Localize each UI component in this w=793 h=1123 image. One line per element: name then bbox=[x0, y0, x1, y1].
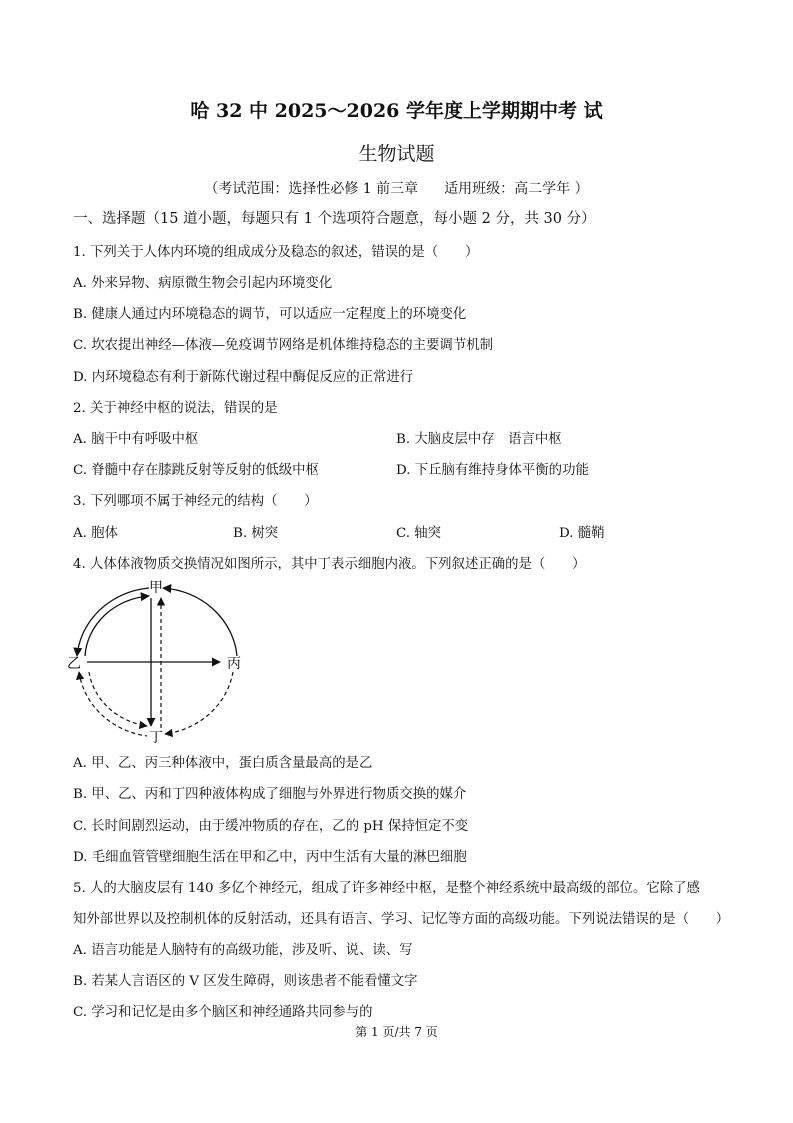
diagram-label-yi: 乙 bbox=[67, 656, 81, 672]
question-4-option-a: A. 甲、乙、丙三种体液中，蛋白质含量最高的是乙 bbox=[73, 756, 373, 771]
arrow-yi-to-ding-dashed bbox=[89, 672, 147, 726]
question-3-stem: 3. 下列哪项不属于神经元的结构（ ） bbox=[73, 494, 318, 509]
arrow-bing-to-jia bbox=[163, 588, 237, 656]
body-fluid-exchange-diagram bbox=[65, 576, 250, 746]
diagram-label-bing: 丙 bbox=[227, 656, 241, 672]
question-4-stem: 4. 人体体液物质交换情况如图所示，其中丁表示细胞内液。下列叙述正确的是（ ） bbox=[73, 557, 586, 572]
question-3-option-a: A. 胞体 bbox=[73, 526, 118, 541]
question-5-option-b: B. 若某人言语区的 V 区发生障碍，则该患者不能看懂文字 bbox=[73, 974, 418, 989]
arrow-yi-to-jia-inner bbox=[85, 596, 149, 656]
question-3-option-c: C. 轴突 bbox=[396, 526, 442, 541]
question-1-option-c: C. 坎农提出神经—体液—免疫调节网络是机体维持稳态的主要调节机制 bbox=[73, 338, 493, 353]
diagram-label-ding: 丁 bbox=[149, 730, 163, 746]
question-2-option-c: C. 脊髓中存在膝跳反射等反射的低级中枢 bbox=[73, 463, 319, 478]
question-2-option-b: B. 大脑皮层中存 语言中枢 bbox=[396, 432, 562, 447]
question-1-option-d: D. 内环境稳态有利于新陈代谢过程中酶促反应的正常进行 bbox=[73, 370, 414, 385]
question-5-stem-line-1: 5. 人的大脑皮层有 140 多亿个神经元，组成了许多神经中枢，是整个神经系统中最高级的部位。它除了感 bbox=[73, 881, 700, 896]
arrow-ding-to-yi-dashed bbox=[79, 672, 147, 736]
exam-scope: （考试范围：选择性必修 1 前三章 bbox=[204, 181, 419, 197]
diagram-label-jia: 甲 bbox=[149, 580, 163, 596]
question-4-option-d: D. 毛细血管管壁细胞生活在甲和乙中，丙中生活有大量的淋巴细胞 bbox=[73, 850, 467, 865]
question-3-option-b: B. 树突 bbox=[233, 526, 279, 541]
question-2-stem: 2. 关于神经中枢的说法，错误的是 bbox=[73, 401, 278, 416]
exam-grade: 适用班级：高二学年 ） bbox=[444, 181, 589, 197]
question-1-option-a: A. 外来异物、病原微生物会引起内环境变化 bbox=[73, 276, 333, 291]
question-5-option-c: C. 学习和记忆是由多个脑区和神经通路共同参与的 bbox=[73, 1005, 373, 1020]
question-2-option-a: A. 脑干中有呼吸中枢 bbox=[73, 432, 199, 447]
question-1-option-b: B. 健康人通过内环境稳态的调节，可以适应一定程度上的环境变化 bbox=[73, 307, 467, 322]
section-heading: 一、选择题（15 道小题，每题只有 1 个选项符合题意，每小题 2 分，共 30 分） bbox=[73, 211, 596, 227]
question-4-option-b: B. 甲、乙、丙和丁四种液体构成了细胞与外界进行物质交换的媒介 bbox=[73, 787, 467, 802]
arrow-bing-to-ding-dashed bbox=[165, 672, 233, 734]
question-5-stem-line-2: 知外部世界以及控制机体的反射活动，还具有语言、学习、记忆等方面的高级功能。下列说法错误的是（ ） bbox=[73, 912, 730, 927]
question-2-option-d: D. 下丘脑有维持身体平衡的功能 bbox=[396, 463, 589, 478]
exam-title: 哈 32 中 2025～2026 学年度上学期期中考 试 bbox=[190, 100, 603, 122]
page-number: 第 1 页/共 7 页 bbox=[355, 1025, 438, 1039]
exam-subtitle: 生物试题 bbox=[358, 143, 435, 165]
question-4-option-c: C. 长时间剧烈运动，由于缓冲物质的存在，乙的 pH 保持恒定不变 bbox=[73, 819, 469, 834]
exam-scope-line bbox=[0, 178, 793, 198]
question-5-option-a: A. 语言功能是人脑特有的高级功能，涉及听、说、读、写 bbox=[73, 943, 413, 958]
question-3-option-d: D. 髓鞘 bbox=[559, 526, 605, 541]
question-1-stem: 1. 下列关于人体内环境的组成成分及稳态的叙述，错误的是（ ） bbox=[73, 245, 479, 260]
